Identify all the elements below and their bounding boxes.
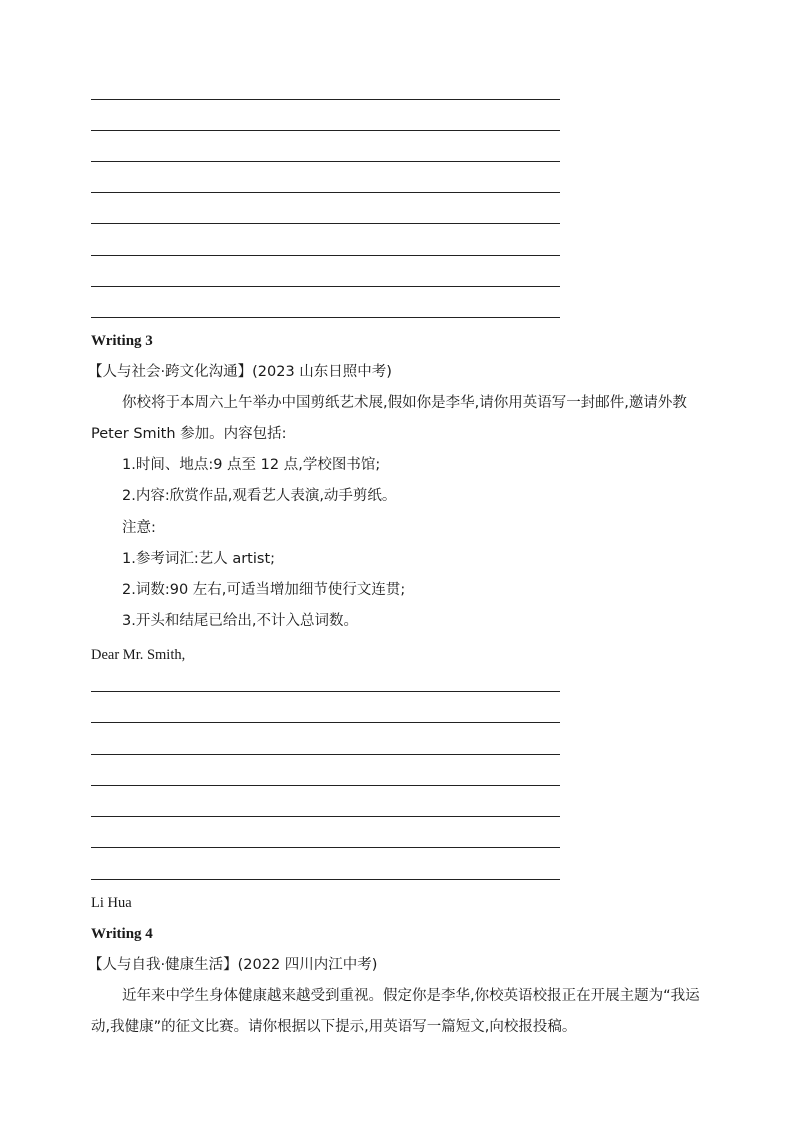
writing-line — [91, 816, 560, 817]
writing-line — [91, 785, 560, 786]
writing-line — [91, 754, 560, 755]
task-prompt: 近年来中学生身体健康越来越受到重视。假定你是李华,你校英语校报正在开展主题为“我运动,我健康”的征文比赛。请你根据以下提示,用英语写一篇短文,向校报投稿。 — [91, 988, 700, 1035]
writing-line — [91, 847, 560, 848]
writing-line — [91, 161, 560, 162]
letter-salutation: Dear Mr. Smith, — [91, 647, 186, 663]
writing-line — [91, 317, 560, 318]
writing-line — [91, 130, 560, 131]
note-item: 1.参考词汇:艺人 artist; — [122, 551, 276, 567]
section-source: 【人与自我·健康生活】(2022 四川内江中考) — [88, 957, 378, 973]
writing-line — [91, 691, 560, 692]
writing-line — [91, 286, 560, 287]
note-item: 3.开头和结尾已给出,不计入总词数。 — [122, 613, 358, 629]
writing-line — [91, 192, 560, 193]
letter-signature: Li Hua — [91, 895, 132, 911]
writing-line — [91, 99, 560, 100]
writing-line — [91, 255, 560, 256]
writing-line — [91, 223, 560, 224]
note-label: 注意: — [122, 520, 156, 536]
section-source: 【人与社会·跨文化沟通】(2023 山东日照中考) — [88, 364, 392, 380]
task-prompt: 你校将于本周六上午举办中国剪纸艺术展,假如你是李华,请你用英语写一封邮件,邀请外教 Peter Smith 参加。内容包括: — [91, 395, 687, 442]
writing-line — [91, 722, 560, 723]
requirement-item: 2.内容:欣赏作品,观看艺人表演,动手剪纸。 — [122, 488, 397, 504]
requirement-item: 1.时间、地点:9 点至 12 点,学校图书馆; — [122, 457, 381, 473]
section-heading: Writing 4 — [91, 926, 153, 942]
section-heading: Writing 3 — [91, 333, 153, 349]
writing-line — [91, 879, 560, 880]
note-item: 2.词数:90 左右,可适当增加细节使行文连贯; — [122, 582, 406, 598]
